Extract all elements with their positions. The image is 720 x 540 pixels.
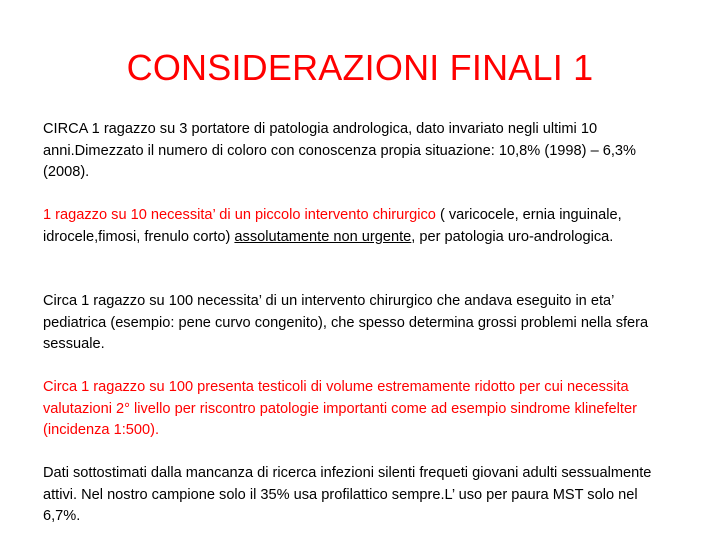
paragraph-minor-surgery — [43, 205, 663, 248]
slide-title: CONSIDERAZIONI FINALI 1 — [126, 47, 594, 88]
paragraph-prevalence: CIRCA 1 ragazzo su 3 portatore di patologia andrologica, dato invariato negli ultimi 10 anni.Dimezzato il numero di coloro con conoscenza propia situazione: 10,8% (1998) – 6,3% (2008). — [43, 121, 637, 180]
paragraph-minor-surgery-highlight: 1 ragazzo su 10 necessita’ di un piccolo intervento chirurgico — [43, 207, 436, 223]
paragraph-underestimated-data: Dati sottostimati dalla mancanza di ricerca infezioni silenti frequeti giovani adulti sessualmente attivi. Nel nostro campione solo il 35% usa profilattico sempre.L’ uso per paura MST solo nel 6,7%. — [43, 465, 652, 524]
paragraph-minor-surgery-end: , per patologia uro-andrologica. — [411, 228, 614, 245]
paragraph-testicular-volume: Circa 1 ragazzo su 100 presenta testicoli di volume estremamente ridotto per cui necessita valutazioni 2° livello per riscontro patologie importanti come ad esempio sindrome klinefelter (incidenza 1:500). — [43, 379, 637, 438]
paragraph-pediatric-surgery: Circa 1 ragazzo su 100 necessita’ di un intervento chirurgico che andava eseguito in eta’ pediatrica (esempio: pene curvo congenito), che spesso determina grossi problemi nella sfera sessuale. — [43, 293, 649, 352]
paragraph-minor-surgery-underlined: assolutamente non urgente — [234, 228, 412, 245]
paragraph-minor-surgery-examples: ( varicocele, ernia inguinale, idrocele,fimosi, frenulo corto) — [43, 207, 622, 245]
